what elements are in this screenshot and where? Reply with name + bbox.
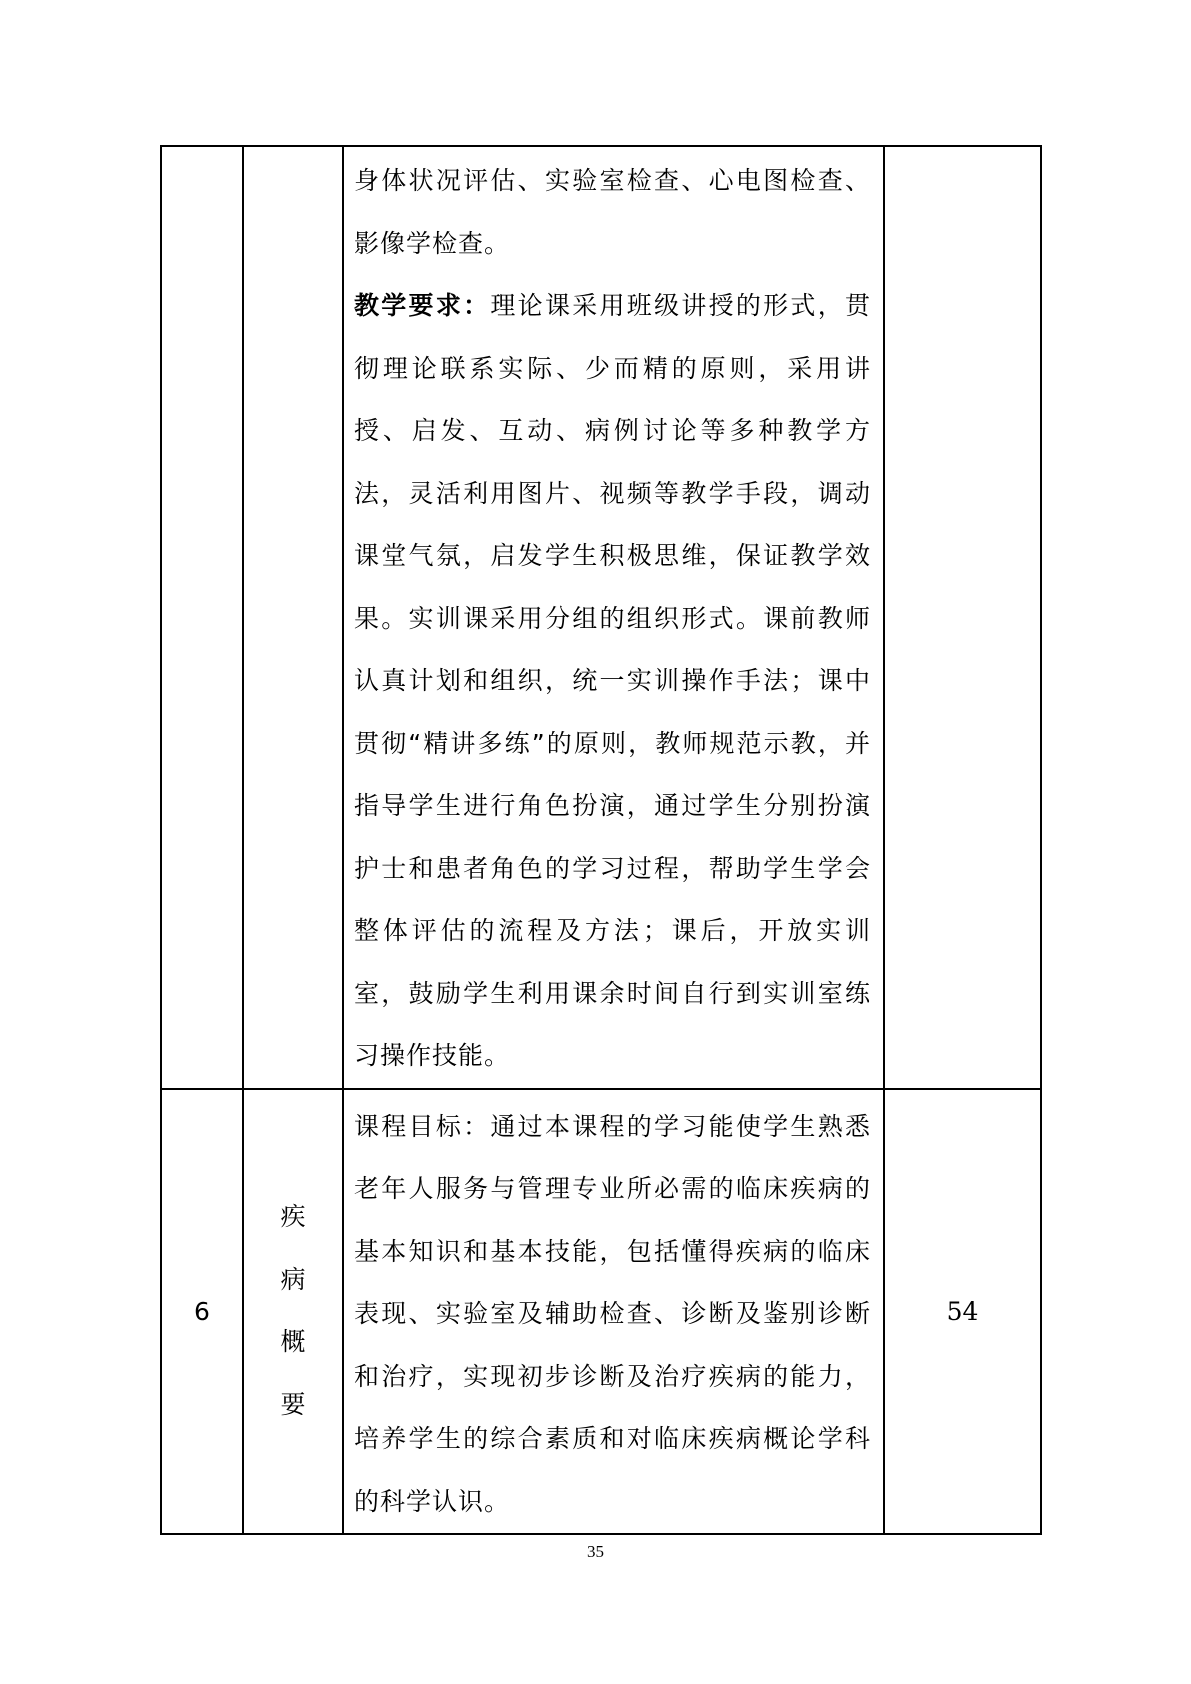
- cell-hours: [884, 146, 1041, 1089]
- cell-content: [343, 1089, 884, 1535]
- paragraph-text: 理论课采用班级讲授的形式，贯彻理论联系实际、少而精的原则，采用讲授、启发、互动、病例讨论等多种教学方法，灵活利用图片、视频等教学手段，调动课堂气氛，启发学生积极思维，保证教学效果。实训课采用分组的组织形式。课前教师认真计划和组织，统一实训操作手法；课中贯彻“精讲多练”的原则，教师规范示教，并指导学生进行角色扮演，通过学生分别扮演护士和患者角色的学习过程，帮助学生学会整体评估的流程及方法；课后，开放实训室，鼓励学生利用课余时间自行到实训室练习操作技能。: [354, 291, 871, 1070]
- cell-hours: [884, 1089, 1041, 1535]
- cell-number: [161, 1089, 243, 1535]
- table-row-continuation: [161, 146, 1041, 1089]
- course-content: [354, 150, 871, 1088]
- course-table: [160, 145, 1042, 1535]
- table-row-course-6: [161, 1089, 1041, 1535]
- cell-name: [243, 1089, 343, 1535]
- content-paragraph: [354, 275, 871, 1088]
- course-number: 6: [194, 1296, 210, 1326]
- page-number: 35: [587, 1542, 604, 1561]
- course-hours: 54: [946, 1296, 979, 1326]
- cell-content: [343, 146, 884, 1089]
- course-content: 课程目标：通过本课程的学习能使学生熟悉老年人服务与管理专业所必需的临床疾病的基本知识和基本技能，包括懂得疾病的临床表现、实验室及辅助检查、诊断及鉴别诊断和治疗，实现初步诊断及治疗疾病的能力，培养学生的综合素质和对临床疾病概论学科的科学认识。: [354, 1111, 871, 1516]
- paragraph-text: 身体状况评估、实验室检查、心电图检查、影像学检查。: [354, 166, 871, 258]
- content-paragraph: [354, 150, 871, 275]
- paragraph-lead: 教学要求：: [354, 291, 491, 320]
- cell-number: [161, 146, 243, 1089]
- cell-name: [243, 146, 343, 1089]
- course-name: 疾病概要: [280, 1202, 306, 1419]
